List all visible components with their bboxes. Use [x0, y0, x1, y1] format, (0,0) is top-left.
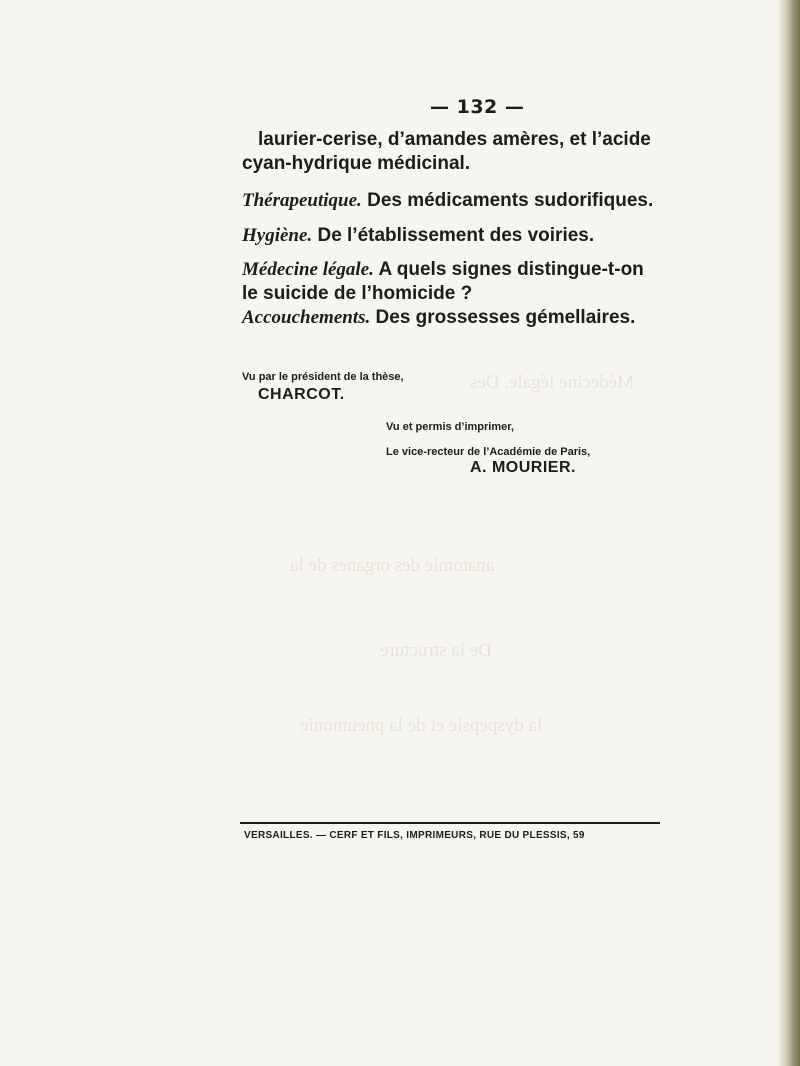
- president-approval-line: Vu par le président de la thèse,: [242, 371, 404, 383]
- bleed-through-text: anatomie des organes de la: [290, 555, 495, 576]
- section-label: Accouchements.: [242, 307, 371, 328]
- bleed-through-text: la dyspepsie et de la pneumonie: [300, 715, 543, 736]
- bleed-through-text: Médecine légale. Des: [470, 372, 635, 393]
- section-label: Thérapeutique.: [242, 190, 362, 211]
- section-label: Médecine légale.: [242, 259, 374, 280]
- bleed-through-text: De la structure: [380, 640, 492, 661]
- paragraph-hygiene: [242, 224, 662, 248]
- paragraph-continuation: laurier-cerise, d’amandes amères, et l’acide cyan-hydrique médicinal.: [242, 129, 651, 174]
- page-number: — 132 —: [430, 96, 525, 118]
- section-label: Hygiène.: [242, 225, 313, 246]
- president-name: CHARCOT.: [258, 386, 345, 403]
- vice-recteur-line: Le vice-recteur de l’Académie de Paris,: [386, 446, 591, 458]
- paragraph-therapeutique: [242, 189, 662, 213]
- footer-rule: [240, 822, 660, 824]
- section-text: A quels signes distingue-t-on le suicide de l’homicide ?: [242, 259, 644, 304]
- vice-recteur-name: A. MOURIER.: [470, 459, 576, 476]
- page-edge-shadow: [778, 0, 800, 1066]
- section-text: Des médicaments sudorifiques.: [361, 190, 654, 211]
- section-text: Des grossesses gémellaires.: [370, 307, 636, 328]
- printer-imprint: VERSAILLES. — CERF ET FILS, IMPRIMEURS, RUE DU PLESSIS, 59: [244, 830, 585, 841]
- permis-imprimer-line: Vu et permis d’imprimer,: [386, 421, 514, 433]
- paragraph-medecine-legale: [242, 258, 662, 306]
- section-text: De l’établissement des voiries.: [312, 225, 595, 246]
- paragraph-accouchements: [242, 306, 662, 330]
